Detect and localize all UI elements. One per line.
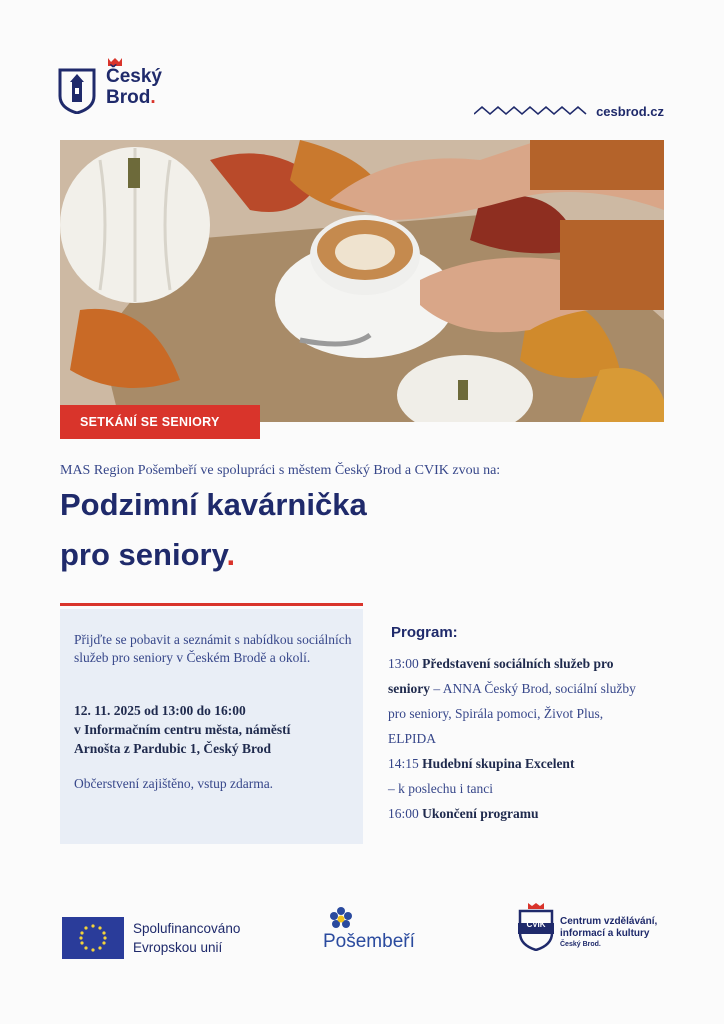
crown-icon xyxy=(108,58,122,66)
logo-line-2: Brod xyxy=(106,87,151,108)
eu-cofunding-text xyxy=(133,919,240,957)
program-item-title: Hudební skupina Excelent xyxy=(422,756,575,771)
logo-dot: . xyxy=(150,87,156,108)
event-place-2: Arnošta z Pardubic 1, Český Brod xyxy=(74,741,272,756)
event-date-place xyxy=(74,701,359,758)
coffee-autumn-illustration xyxy=(60,140,664,422)
event-title-line-1: Podzimní kavárnička xyxy=(60,487,367,522)
red-divider xyxy=(60,603,363,606)
program-time: 16:00 xyxy=(388,806,419,821)
program-item-desc-cont: ELPIDA xyxy=(388,731,436,746)
event-title-line-2-text: pro seniory xyxy=(60,537,227,572)
program-item-title-cont: seniory xyxy=(388,681,430,696)
eu-line-2: Evropskou unií xyxy=(133,940,223,955)
title-dot: . xyxy=(226,537,236,572)
hero-photo xyxy=(60,140,664,422)
event-place-1: v Informačním centru města, náměstí xyxy=(74,722,291,737)
refreshments-note: Občerstvení zajištěno, vstup zdarma. xyxy=(74,776,274,791)
cvik-line-1: Centrum vzdělávání, xyxy=(560,916,658,927)
wave-decoration-icon xyxy=(474,104,590,116)
cvik-full-name xyxy=(560,916,657,951)
program-time: 14:15 xyxy=(388,756,419,771)
eu-line-1: Spolufinancováno xyxy=(133,921,241,936)
program-heading: Program: xyxy=(391,624,458,641)
event-info-box xyxy=(60,609,363,844)
program-time: 13:00 xyxy=(388,656,419,671)
event-title-line-2 xyxy=(60,537,235,573)
event-date: 12. 11. 2025 od 13:00 do 16:00 xyxy=(74,703,246,718)
program-item-title: Představení sociálních služeb pro xyxy=(422,656,614,671)
program-item-1 xyxy=(388,651,688,676)
program-item-title: Ukončení programu xyxy=(422,806,539,821)
city-shield-icon xyxy=(58,68,96,114)
program-item-desc: – ANNA Český Brod, sociální služby xyxy=(430,681,636,696)
invitation-intro: MAS Region Pošembeří ve spolupráci s městem Český Brod a CVIK zvou na: xyxy=(60,463,501,478)
info-description: Přijďte se pobavit a seznámit s nabídkou sociálních služeb pro seniory v Českém Brodě a okolí. xyxy=(74,632,352,665)
cesky-brod-logo xyxy=(58,64,188,122)
cvik-abbr: CVIK xyxy=(526,920,546,929)
cvik-line-2: informací a kultury xyxy=(560,927,650,939)
posemberi-flower-icon xyxy=(328,906,354,932)
posemberi-logo-text: Pošembeří xyxy=(323,931,415,952)
program-item-2 xyxy=(388,751,688,776)
cvik-line-3: Český Brod. xyxy=(560,941,601,948)
program-list xyxy=(388,651,688,826)
program-item-desc-cont: pro seniory, Spirála pomoci, Život Plus, xyxy=(388,706,604,721)
website-link[interactable]: cesbrod.cz xyxy=(596,104,664,119)
program-item-desc: – k poslechu i tanci xyxy=(388,781,493,796)
program-item-3 xyxy=(388,801,688,826)
logo-line-1: Český xyxy=(106,66,162,87)
event-category-tag: SETKÁNÍ SE SENIORY xyxy=(60,405,260,439)
logo-wordmark xyxy=(106,66,162,108)
eu-flag-icon xyxy=(62,917,124,959)
